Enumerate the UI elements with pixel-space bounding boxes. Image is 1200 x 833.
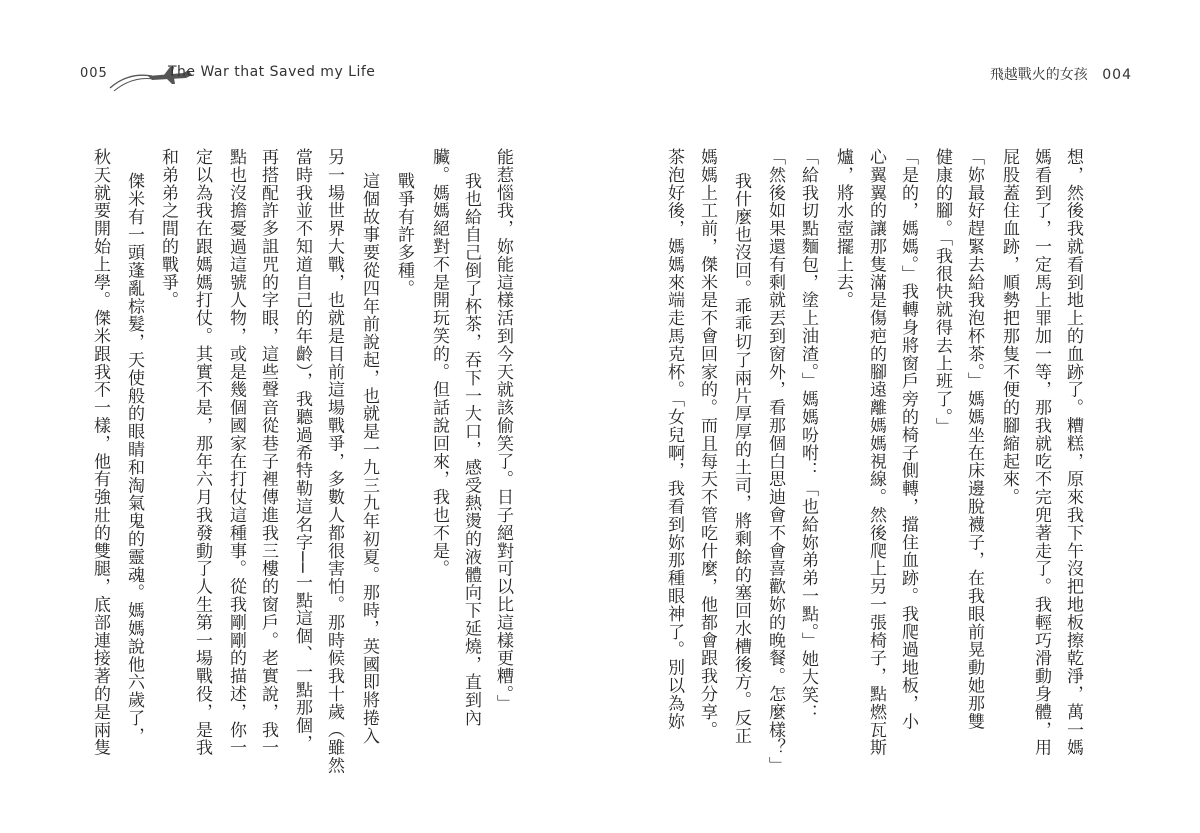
text-column: 我什麼也沒回。乖乖切了兩片厚厚的土司，將剩餘的塞回水槽後方。反正	[731, 172, 751, 745]
text-column: 媽媽上工前，傑米是不會回家的。而且每天不管吃什麼，他都會跟我分享。	[697, 148, 717, 739]
text-column: 「妳最好趕緊去給我泡杯茶。」媽媽坐在床邊脫襪子，在我眼前晃動她那雙	[964, 148, 984, 731]
right-page-number: 004	[1102, 67, 1132, 83]
text-column: 戰爭有許多種。	[394, 172, 414, 298]
text-column: 屁股蓋住血跡，順勢把那隻不便的腳縮起來。	[999, 148, 1019, 506]
text-column: 定以為我在跟媽媽打仗。其實不是，那年六月我發動了人生第一場戰役，是我	[192, 148, 212, 757]
text-column: 「給我切點麵包，塗上油渣。」媽媽吩咐：「也給妳弟弟一點。」她大笑：	[798, 148, 818, 722]
text-column: 媽看到了，一定馬上罪加一等，那我就吃不完兜著走了。我輕巧滑動身體，用	[1031, 148, 1051, 757]
right-book-title: 飛越戰火的女孩	[989, 67, 1088, 83]
text-column: 和弟弟之間的戰爭。	[158, 148, 178, 310]
text-column: 能惹惱我，妳能這樣活到今天就該偷笑了。日子絕對可以比這樣更糟。」	[493, 148, 513, 713]
text-column: 另一場世界大戰，也就是目前這場戰爭，多數人都很害怕。那時候我十歲（雖然	[324, 148, 344, 775]
text-column: 茶泡好後，媽媽來端走馬克杯。「女兒啊，我看到妳那種眼神了。別以為妳	[664, 148, 684, 731]
right-page	[600, 0, 1200, 833]
text-column: 「然後如果還有剩就丟到窗外，看那個白思迪會不會喜歡妳的晚餐。怎麼樣？」	[765, 148, 785, 775]
text-column: 點也沒擔憂過這號人物，或是幾個國家在打仗這種事。從我剛剛的描述，你一	[226, 148, 246, 757]
text-column: 想，然後我就看到地上的血跡了。糟糕，原來我下午沒把地板擦乾淨，萬一媽	[1063, 148, 1083, 757]
text-column: 臟。媽媽絕對不是開玩笑的。但話說回來，我也不是。	[429, 148, 449, 578]
text-column: 當時我並不知道自己的年齡），我聽過希特勒這名字──一點這個、一點那個，	[292, 148, 312, 753]
text-column: 傑米有一頭蓬亂棕髮，天使般的眼睛和淘氣鬼的靈魂。媽媽說他六歲了，	[124, 172, 144, 745]
text-column: 「是的，媽媽。」我轉身將窗戶旁的椅子側轉，擋住血跡。我爬過地板，小	[898, 148, 918, 731]
text-column: 這個故事要從四年前說起，也就是一九三九年初夏。那時，英國即將捲入	[359, 172, 379, 745]
text-column: 健康的腳。「我很快就得去上班了。」	[932, 148, 952, 436]
text-column: 心翼翼的讓那隻滿是傷疤的腳遠離媽媽視線。然後爬上另一張椅子，點燃瓦斯	[866, 148, 886, 757]
left-page-number: 005	[80, 66, 108, 81]
text-column: 秋天就要開始上學。傑米跟我不一樣，他有強壯的雙腿，底部連接著的是兩隻	[90, 148, 110, 757]
right-page-header	[990, 64, 1132, 84]
text-column: 再搭配許多詛咒的字眼，這些聲音從巷子裡傳進我三樓的窗戶。老實說，我一	[258, 148, 278, 757]
text-column: 爐，將水壺擺上去。	[833, 148, 853, 310]
text-column: 我也給自己倒了杯茶，吞下一大口，感受熱燙的液體向下延燒，直到內	[461, 172, 481, 727]
left-book-title: The War that Saved my Life	[168, 64, 376, 80]
